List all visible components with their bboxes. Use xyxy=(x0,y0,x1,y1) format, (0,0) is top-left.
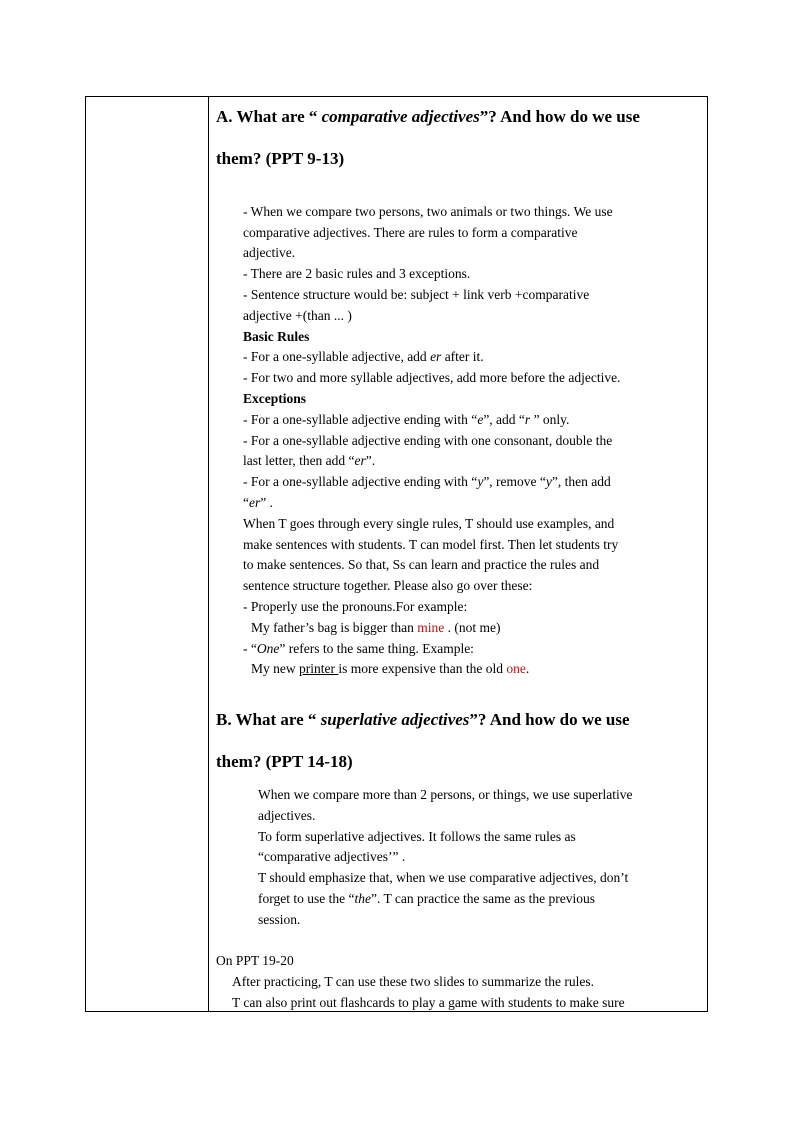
teaching-line: - Properly use the pronouns.For example: xyxy=(243,599,468,614)
exception-3-line2-em: er xyxy=(249,495,261,510)
text-line: - There are 2 basic rules and 3 exceptions. xyxy=(243,266,471,281)
exception-3-post: ”, then add xyxy=(551,474,611,489)
exception-1-mid: ”, add “ xyxy=(483,412,525,427)
exception-3-line2-pre: “ xyxy=(243,495,249,510)
section-a-heading-post: ”? And how do we use xyxy=(479,107,640,126)
rule-2: - For two and more syllable adjectives, add more before the adjective. xyxy=(243,370,621,385)
text-line: comparative adjectives. There are rules to form a comparative xyxy=(243,225,578,240)
exception-1-pre: - For a one-syllable adjective ending with “ xyxy=(243,412,478,427)
section-a-heading-line2: them? (PPT 9-13) xyxy=(216,149,345,168)
teaching-line: to make sentences. So that, Ss can learn and practice the rules and xyxy=(243,557,600,572)
lesson-table xyxy=(85,96,708,1012)
rule-1-em: er xyxy=(430,349,442,364)
teaching-line: When T goes through every single rules, T should use examples, and xyxy=(243,516,615,531)
example-mine-post: . (not me) xyxy=(444,620,501,635)
exception-1-post: ” only. xyxy=(530,412,570,427)
example-mine-pre: My father’s bag is bigger than xyxy=(251,620,418,635)
text-line: - Sentence structure would be: subject + link verb +comparative xyxy=(243,287,590,302)
rule-1-post: after it. xyxy=(441,349,484,364)
exception-3-line1 xyxy=(243,474,611,490)
exception-2-post: ”. xyxy=(365,453,376,468)
section-b-heading-line2: them? (PPT 14-18) xyxy=(216,752,353,771)
example-mine xyxy=(251,620,500,636)
one-note-post: ” refers to the same thing. Example: xyxy=(279,641,474,656)
exceptions-title: Exceptions xyxy=(243,391,307,406)
section-a-heading xyxy=(216,107,640,127)
text-line: After practicing, T can use these two slides to summarize the rules. xyxy=(232,974,595,989)
text-line: “comparative adjectives’” . xyxy=(258,849,406,864)
the-note-post: ”. T can practice the same as the previous xyxy=(370,891,596,906)
text-line: When we compare more than 2 persons, or things, we use superlative xyxy=(258,787,633,802)
ppt-19-20-title: On PPT 19-20 xyxy=(216,953,294,968)
one-note-pre: - “ xyxy=(243,641,257,656)
section-a-heading-em: comparative adjectives xyxy=(321,107,480,126)
exception-2-em: er xyxy=(354,453,366,468)
exception-3-line2-post: ” . xyxy=(260,495,273,510)
exception-2-pre: last letter, then add “ xyxy=(243,453,355,468)
example-one-pre: My new xyxy=(251,661,299,676)
exception-3-line2 xyxy=(243,495,273,511)
exception-1 xyxy=(243,412,569,428)
example-one-post: . xyxy=(525,661,530,676)
the-note-em: the xyxy=(354,891,371,906)
text-line: T should emphasize that, when we use comparative adjectives, don’t xyxy=(258,870,629,885)
one-note-em: One xyxy=(256,641,280,656)
section-b-heading xyxy=(216,710,630,730)
example-mine-highlight: mine xyxy=(417,620,445,635)
the-note-pre: forget to use the “ xyxy=(258,891,355,906)
exception-3-em1: y xyxy=(477,474,484,489)
exception-2-line1: - For a one-syllable adjective ending with one consonant, double the xyxy=(243,433,613,448)
example-one-mid: is more expensive than the old xyxy=(338,661,507,676)
teaching-line: sentence structure together. Please also go over these: xyxy=(243,578,533,593)
exception-3-em2: y xyxy=(545,474,552,489)
section-a-heading-pre: A. What are “ xyxy=(216,107,322,126)
section-b-heading-post: ”? And how do we use xyxy=(469,710,630,729)
section-b-heading-pre: B. What are “ xyxy=(216,710,321,729)
basic-rules-title: Basic Rules xyxy=(243,329,310,344)
text-line: To form superlative adjectives. It follows the same rules as xyxy=(258,829,576,844)
exception-1-em2: r xyxy=(524,412,531,427)
exception-3-mid: ”, remove “ xyxy=(483,474,546,489)
column-divider xyxy=(208,97,209,1011)
one-note xyxy=(243,641,474,657)
text-line: session. xyxy=(258,912,301,927)
example-one-highlight: one xyxy=(506,661,526,676)
example-one xyxy=(251,661,529,677)
teaching-line: make sentences with students. T can model first. Then let students try xyxy=(243,537,619,552)
exception-3-pre: - For a one-syllable adjective ending with “ xyxy=(243,474,478,489)
the-note xyxy=(258,891,595,907)
text-line: - When we compare two persons, two animals or two things. We use xyxy=(243,204,613,219)
text-line: adjective. xyxy=(243,245,296,260)
section-b-heading-em: superlative adjectives xyxy=(320,710,470,729)
text-line: adjective +(than ... ) xyxy=(243,308,352,323)
rule-1 xyxy=(243,349,484,365)
example-one-underlined: printer xyxy=(299,661,339,676)
exception-2-line2 xyxy=(243,453,375,469)
text-line: T can also print out flashcards to play a game with students to make sure xyxy=(232,995,625,1010)
text-line: adjectives. xyxy=(258,808,316,823)
exception-1-em1: e xyxy=(477,412,484,427)
rule-1-pre: - For a one-syllable adjective, add xyxy=(243,349,431,364)
